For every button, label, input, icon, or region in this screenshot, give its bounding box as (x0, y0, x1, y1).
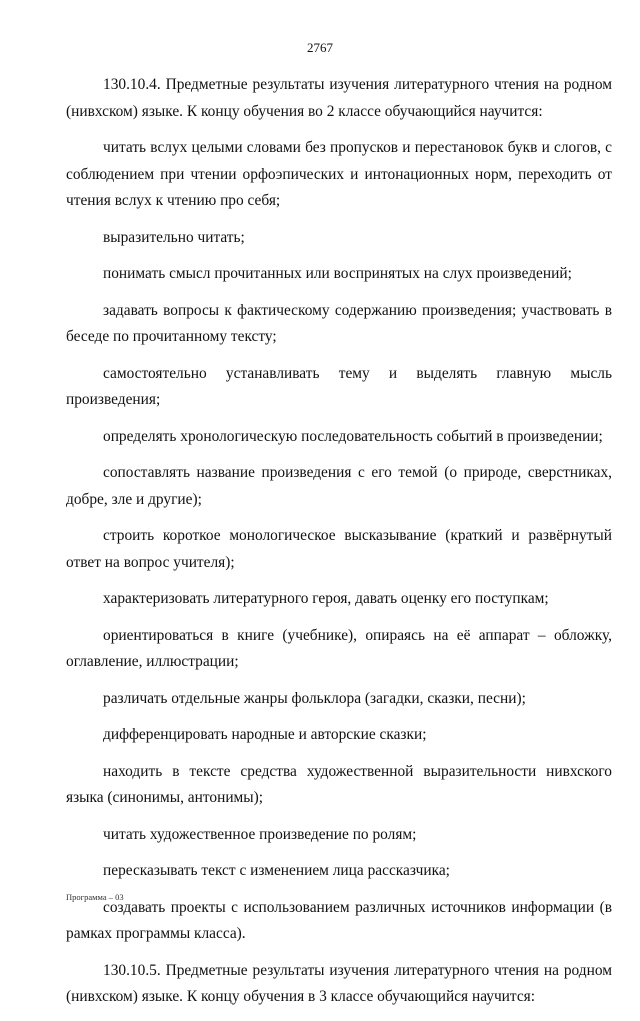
list-item: понимать смысл прочитанных или воспринятых на слух произведений; (103, 265, 572, 282)
list-item: определять хронологическую последовательность событий в произведении; (103, 427, 603, 445)
list-item: строить короткое монологическое высказывание (краткий и развёрнутый ответ на вопрос учителя); (66, 527, 612, 571)
footer-label: Программа – 03 (66, 892, 124, 902)
list-item: самостоятельно устанавливать тему и выделять главную мысль произведения; (66, 364, 612, 408)
section-heading-130-10-4: 130.10.4. Предметные результаты изучения литературного чтения на родном (нивхском) языке. К концу обучения во 2 классе обучающийся научится: (66, 76, 612, 120)
list-item: создавать проекты с использованием различных источников информации (в рамках программы класса). (66, 898, 612, 942)
list-item: пересказывать текст с изменением лица рассказчика; (103, 862, 450, 879)
list-item: характеризовать литературного героя, давать оценку его поступкам; (103, 590, 549, 607)
list-item: читать художественное произведение по ролям; (103, 825, 417, 843)
list-item: сопоставлять название произведения с его темой (о природе, сверстниках, добре, зле и другие); (66, 464, 612, 508)
list-item: ориентироваться в книге (учебнике), опираясь на её аппарат – обложку, оглавление, иллюстрации; (66, 626, 612, 670)
page-number: 2767 (307, 40, 333, 55)
list-item: читать вслух целыми словами без пропусков и перестановок букв и слогов, с соблюдением при чтении орфоэпических и интонационных норм, переходить от чтения вслух к чтению про себя; (66, 139, 612, 209)
document-body (66, 72, 612, 1021)
list-item: находить в тексте средства художественной выразительности нивхского языка (синонимы, антонимы); (66, 762, 612, 806)
section-heading-130-10-5: 130.10.5. Предметные результаты изучения литературного чтения на родном (нивхском) языке. К концу обучения в 3 классе обучающийся научится: (66, 961, 612, 1005)
list-item: дифференцировать народные и авторские сказки; (103, 726, 427, 743)
list-item: выразительно читать; (103, 228, 245, 246)
list-item: различать отдельные жанры фольклора (загадки, сказки, песни); (103, 689, 526, 707)
list-item: задавать вопросы к фактическому содержанию произведения; участвовать в беседе по прочитанному тексту; (66, 301, 612, 345)
